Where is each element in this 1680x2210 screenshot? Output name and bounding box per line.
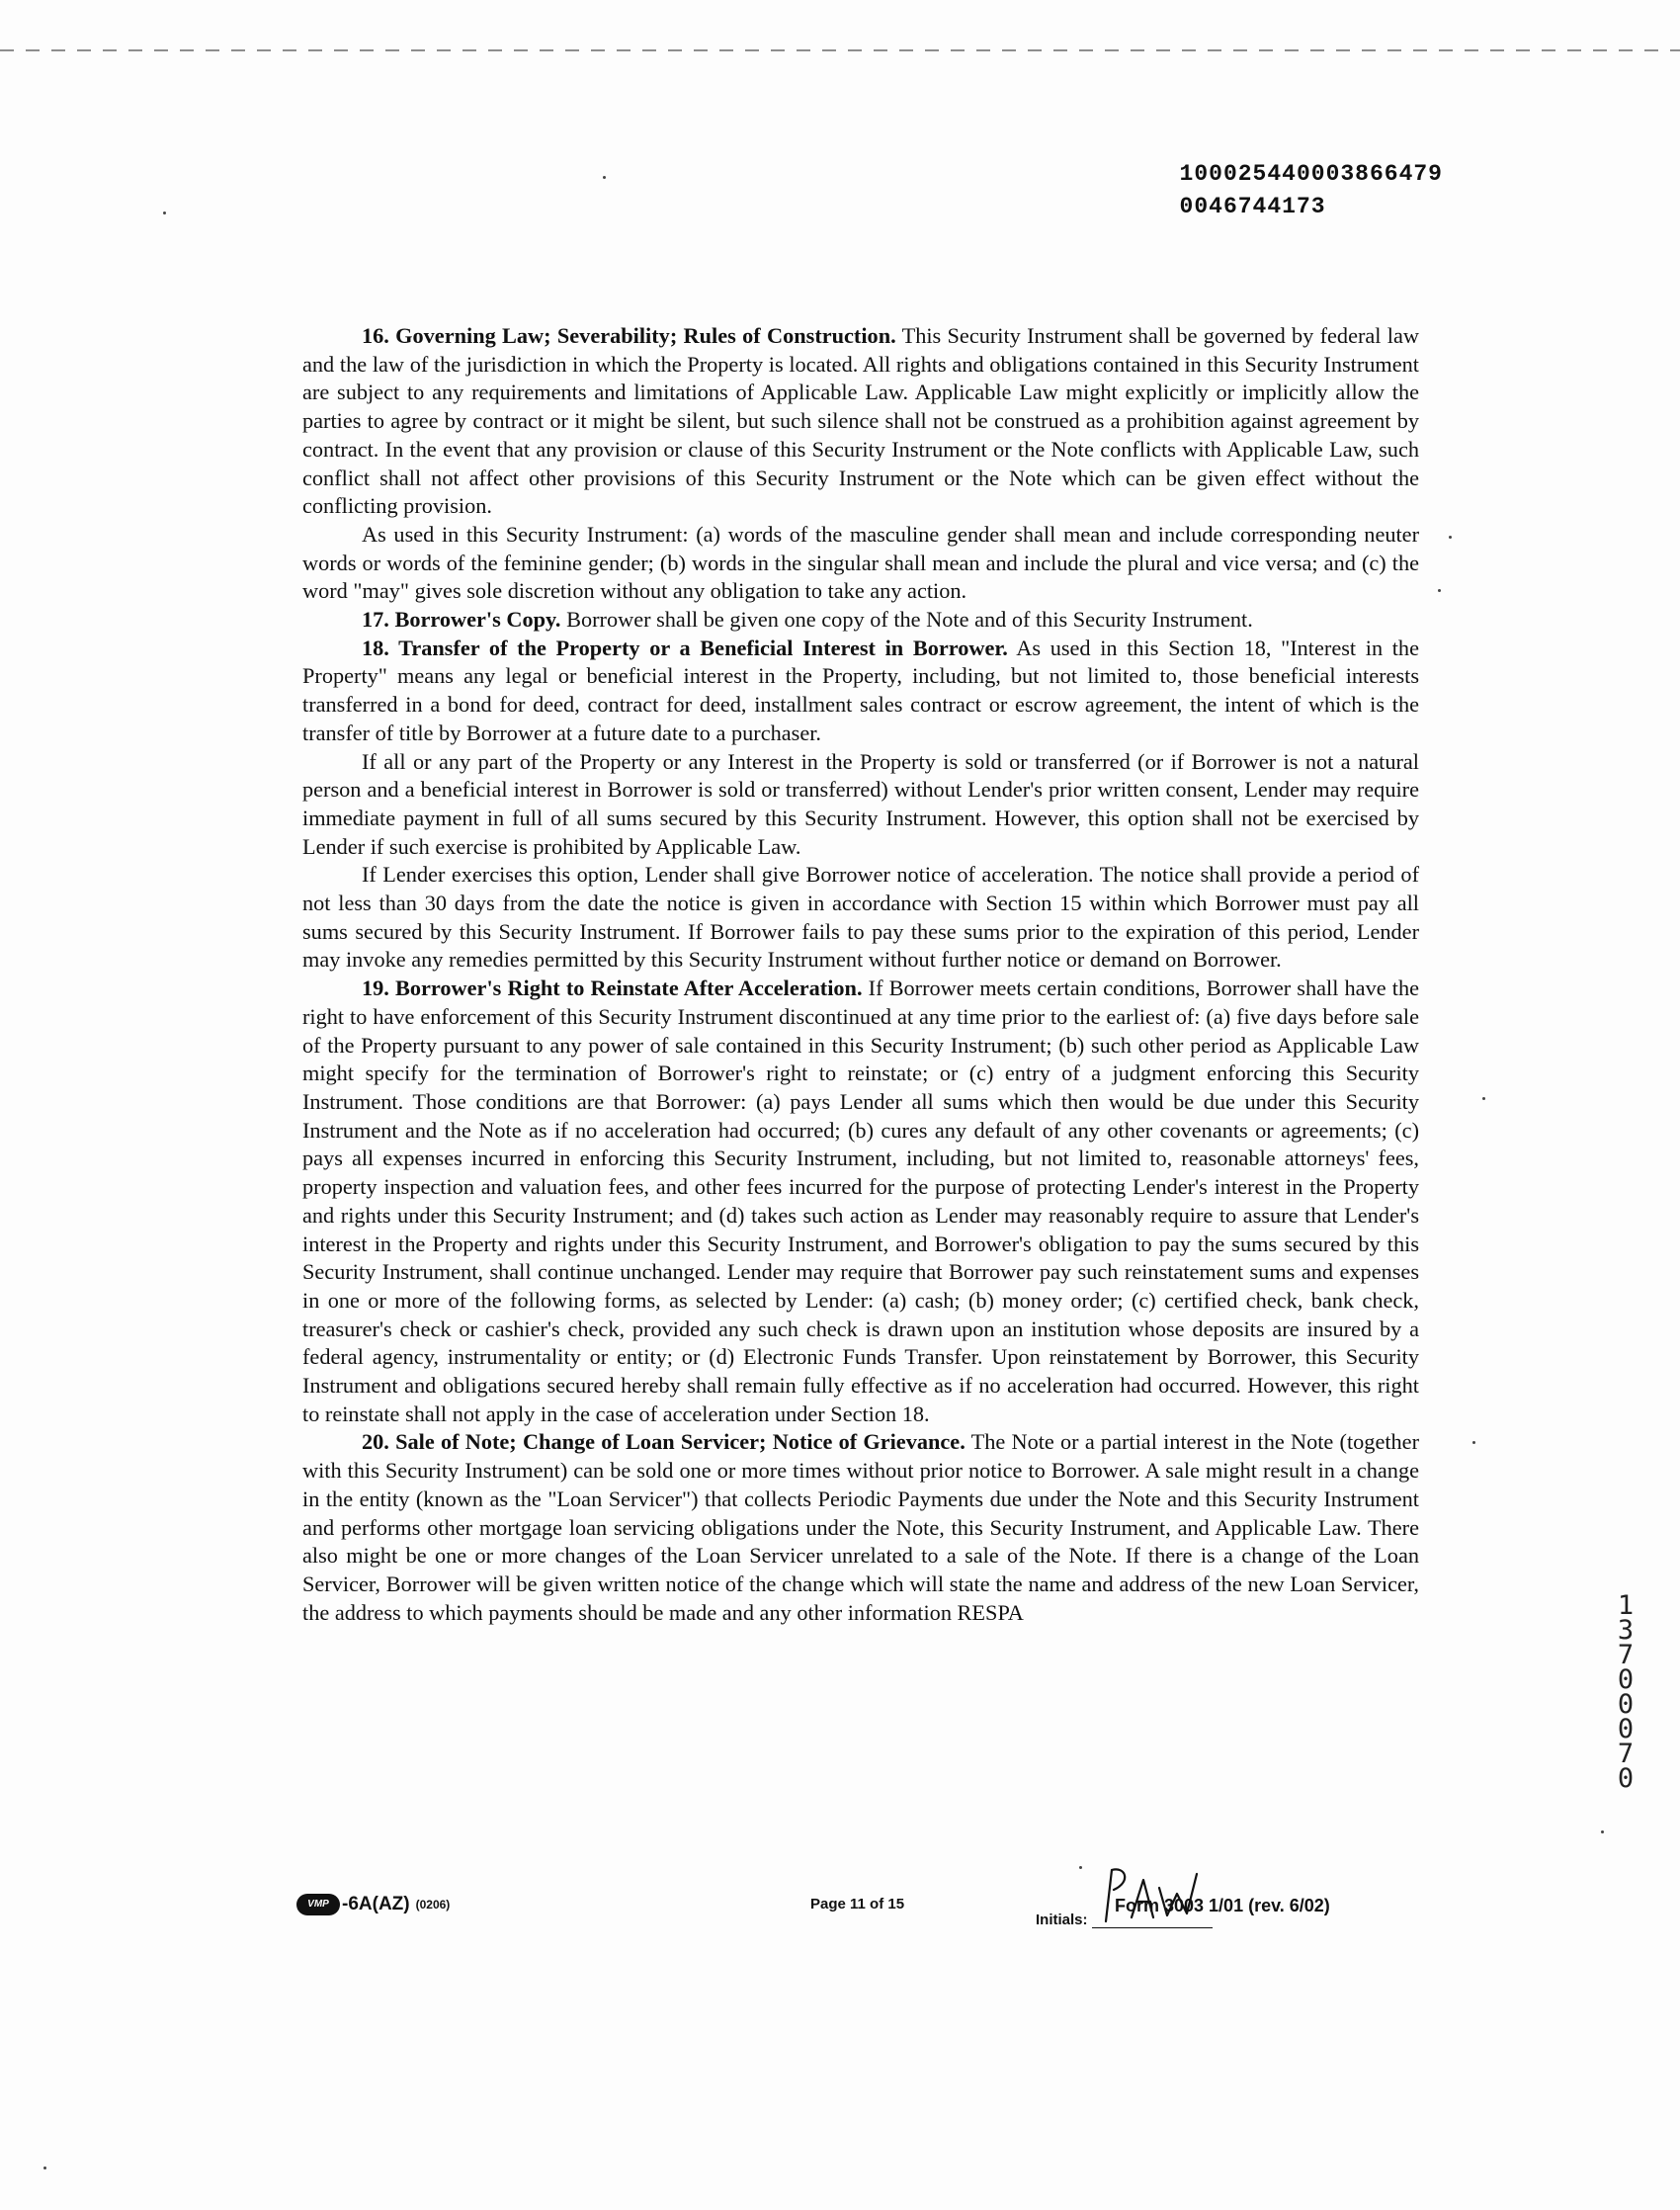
paragraph-section-19 [302,975,1419,1428]
page-number: Page 11 of 15 [810,1896,905,1912]
paragraph-text: This Security Instrument shall be governed by federal law and the law of the jurisdiction in which the Property is located. All rights and obligations contained in this Security Instrument are subject to any requirements and limitations of Applicable Law. Applicable Law might explicitly or implicitly allow the parties to agree by contract or it might be silent, but such silence shall not be construed as a prohibition against agreement by contract. In the event that any provision or clause of this Security Instrument or the Note conflicts with Applicable Law, such conflict shall not affect other provisions of this Security Instrument or the Note which can be given effect without the conflicting provision. [302,323,1419,519]
section-heading: 18. Transfer of the Property or a Beneficial Interest in Borrower. [362,635,1008,660]
paragraph-section-16 [302,322,1419,521]
document-identifiers [1180,158,1443,223]
form-code: -6A(AZ) [342,1894,410,1914]
document-id: 100025440003866479 [1179,161,1443,187]
section-heading: 17. Borrower's Copy. [362,607,561,633]
scan-speck [1079,1866,1082,1869]
form-date: (0206) [415,1898,451,1912]
paragraph-text: If Borrower meets certain conditions, Borrower shall have the right to have enforcement of this Security Instrument discontinued at any time prior to the earliest of: (a) five days before sale of the Property pursuant to any power of sale contained in this Security Instrument; (b) such other period as Applicable Law might specify for the termination of Borrower's right to reinstate; or (c) entry of a judgment enforcing this Security Instrument. Those conditions are that Borrower: (a) pays Lender all sums which then would be due under this Security Instrument and the Note as if no acceleration had occurred; (b) cures any default of any other covenants or agreements; (c) pays all expenses incurred in enforcing this Security Instrument, including, but not limited to, reasonable attorneys' fees, property inspection and valuation fees, and other fees incurred for the purpose of protecting Lender's interest in the Property and rights under this Security Instrument; and (d) takes such action as Lender may reasonably require to assure that Lender's interest in the Property and rights under this Security Instrument, and Borrower's obligation to pay the sums secured by this Security Instrument, shall continue unchanged. Lender may require that Borrower pay such reinstatement sums and expenses in one or more of the following forms, as selected by Lender: (a) cash; (b) money order; (c) certified check, bank check, treasurer's check or cashier's check, provided any such check is drawn upon an institution whose deposits are insured by a federal agency, instrumentality or entity; or (d) Electronic Funds Transfer. Upon reinstatement by Borrower, this Security Instrument and obligations secured hereby shall remain fully effective as if no acceleration had occurred. However, this right to reinstate shall not apply in the case of acceleration under Section 18. [302,976,1419,1426]
scan-speck [1449,536,1452,539]
section-heading: 19. Borrower's Right to Reinstate After Acceleration. [362,976,863,1001]
form-number: Form 3003 1/01 (rev. 6/02) [1115,1896,1330,1915]
form-identifier [296,1894,450,1915]
vmp-logo-icon: VMP [296,1894,340,1915]
scan-speck [1601,1830,1604,1833]
document-body [302,322,1419,1627]
section-heading: 16. Governing Law; Severability; Rules of Construction. [362,323,896,348]
paragraph-section-18-acceleration [302,861,1419,975]
paragraph-text: If all or any part of the Property or any Interest in the Property is sold or transferred (or if Borrower is not a natural person and a beneficial interest in Borrower is sold or transferred) without Lender's prior written consent, Lender may require immediate payment in full of all sums secured by this Security Instrument. However, this option shall not be exercised by Lender if such exercise is prohibited by Applicable Law. [302,748,1419,859]
page-footer [0,1894,1680,1953]
paragraph-text: As used in this Section 18, "Interest in the Property" means any legal or beneficial interest in the Property, including, but not limited to, those beneficial interests transferred in a bond for deed, contract for deed, installment sales contract or escrow agreement, the intent of which is the transfer of title by Borrower at a future date to a purchaser. [302,635,1419,745]
paragraph-section-20 [302,1428,1419,1627]
side-recording-stamp: 1370 0070 [1617,1590,1635,1794]
loan-number: 0046744173 [1179,194,1326,219]
paragraph-text: Borrower shall be given one copy of the Note and of this Security Instrument. [560,607,1253,633]
paragraph-text: The Note or a partial interest in the Note (together with this Security Instrument) can be sold one or more times without prior notice to Borrower. A sale might result in a change in the entity (known as the "Loan Servicer") that collects Periodic Payments due under the Note and this Security Instrument and performs other mortgage loan servicing obligations under the Note, this Security Instrument, and Applicable Law. There also might be one or more changes of the Loan Servicer unrelated to a sale of the Note. If there is a change of the Loan Servicer, Borrower will be given written notice of the change which will state the name and address of the new Loan Servicer, the address to which payments should be made and any other information RESPA [302,1429,1419,1625]
paragraph-text: As used in this Security Instrument: (a) words of the masculine gender shall mean and include corresponding neuter words or words of the feminine gender; (b) words in the singular shall mean and include the plural and vice versa; and (c) the word "may" gives sole discretion without any obligation to take any action. [302,521,1419,604]
scan-speck [1482,1097,1485,1100]
scan-speck [603,176,606,179]
paragraph-section-18 [302,635,1419,748]
scan-speck [43,2167,46,2169]
paragraph-section-16-construction [302,521,1419,606]
initials-label: Initials: [1036,1912,1088,1928]
scan-speck [1438,589,1441,592]
paragraph-section-17 [302,606,1419,635]
scan-speck [1472,1441,1475,1444]
section-heading: 20. Sale of Note; Change of Loan Servicer; Notice of Grievance. [362,1429,966,1455]
scan-speck [163,212,166,214]
paragraph-text: If Lender exercises this option, Lender shall give Borrower notice of acceleration. The notice shall provide a period of not less than 30 days from the date the notice is given in accordance with Section 15 within which Borrower must pay all sums secured by this Security Instrument. If Borrower fails to pay these sums prior to the expiration of this period, Lender may invoke any remedies permitted by this Security Instrument without further notice or demand on Borrower. [302,862,1419,973]
paragraph-section-18-transfer [302,748,1419,862]
scan-edge-line [0,49,1680,51]
